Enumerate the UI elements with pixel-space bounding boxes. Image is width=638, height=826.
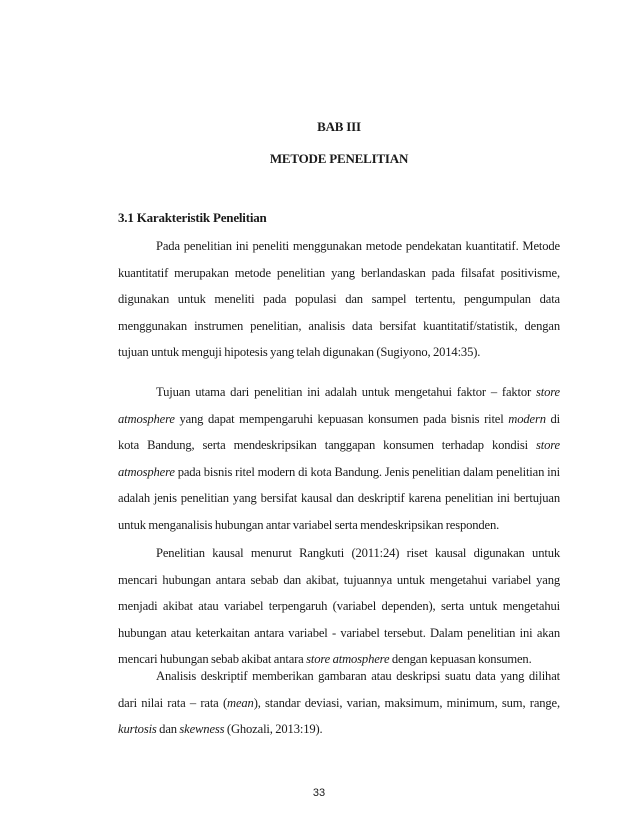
text-run: Analisis deskriptif memberikan gambaran atau deskripsi suatu data yang dilihat dari nilai rata – rata ( [118, 669, 560, 710]
text-run: dan [156, 722, 180, 737]
section-heading: 3.1 Karakteristik Penelitian [118, 210, 267, 225]
text-run: dengan kepuasan konsumen. [389, 652, 532, 667]
chapter-title: METODE PENELITIAN [269, 151, 409, 166]
italic-term: store atmosphere [118, 385, 560, 426]
italic-term: kurtosis [118, 722, 157, 737]
paragraph-text [118, 663, 560, 743]
text-run: pada bisnis ritel modern di kota Bandung. Jenis penelitian dalam penelitian ini adalah jenis penelitian yang bersifat kausal dan deskriptif karena penelitian ini bertujuan untuk menganalisis hubungan antar variabel serta mendeskripsikan responden. [118, 464, 560, 532]
paragraph-purpose [118, 379, 560, 539]
page-number: 33 [312, 787, 326, 799]
italic-term: store atmosphere [306, 652, 390, 667]
text-run: ), standar deviasi, varian, maksimum, minimum, sum, range, [253, 695, 560, 710]
paragraph-text [118, 379, 560, 539]
paragraph-text [118, 540, 560, 673]
italic-term: modern [508, 411, 546, 426]
text-run: di kota Bandung, serta mendeskripsikan tanggapan konsumen terhadap kondisi [118, 411, 560, 453]
paragraph-text: Pada penelitian ini peneliti menggunakan metode pendekatan kuantitatif. Metode kuantitatif merupakan metode penelitian yang berlandaskan pada filsafat positivisme, digunakan untuk meneliti pada populasi dan sampel tertentu, pengumpulan data menggunakan instrumen penelitian, analisis data bersifat kuantitatif/statistik, dengan tujuan untuk menguji hipotesis yang telah digunakan (Sugiyono, 2014:35). [118, 239, 560, 360]
paragraph-descriptive [118, 663, 560, 743]
text-run: Tujuan utama dari penelitian ini adalah untuk mengetahui faktor – faktor [156, 385, 537, 399]
italic-term: store atmosphere [118, 438, 560, 479]
paragraph-method [118, 233, 560, 366]
text-run: (Ghozali, 2013:19). [224, 722, 323, 737]
italic-term: skewness [179, 722, 225, 737]
text-run: Penelitian kausal menurut Rangkuti (2011:24) riset kausal digunakan untuk mencari hubungan antara sebab dan akibat, tujuannya untuk mengetahui variabel yang menjadi akibat atau variabel terpengaruh (variabel dependen), serta untuk mengetahui hubungan atau keterkaitan antara variabel - variabel tersebut. Dalam penelitian ini akan mencari hubungan sebab akibat antara [118, 546, 560, 667]
text-run: yang dapat mempengaruhi kepuasan konsumen pada bisnis ritel [174, 411, 509, 426]
chapter-label: BAB III [317, 119, 361, 134]
paragraph-causal [118, 540, 560, 673]
italic-term: mean [227, 695, 254, 710]
